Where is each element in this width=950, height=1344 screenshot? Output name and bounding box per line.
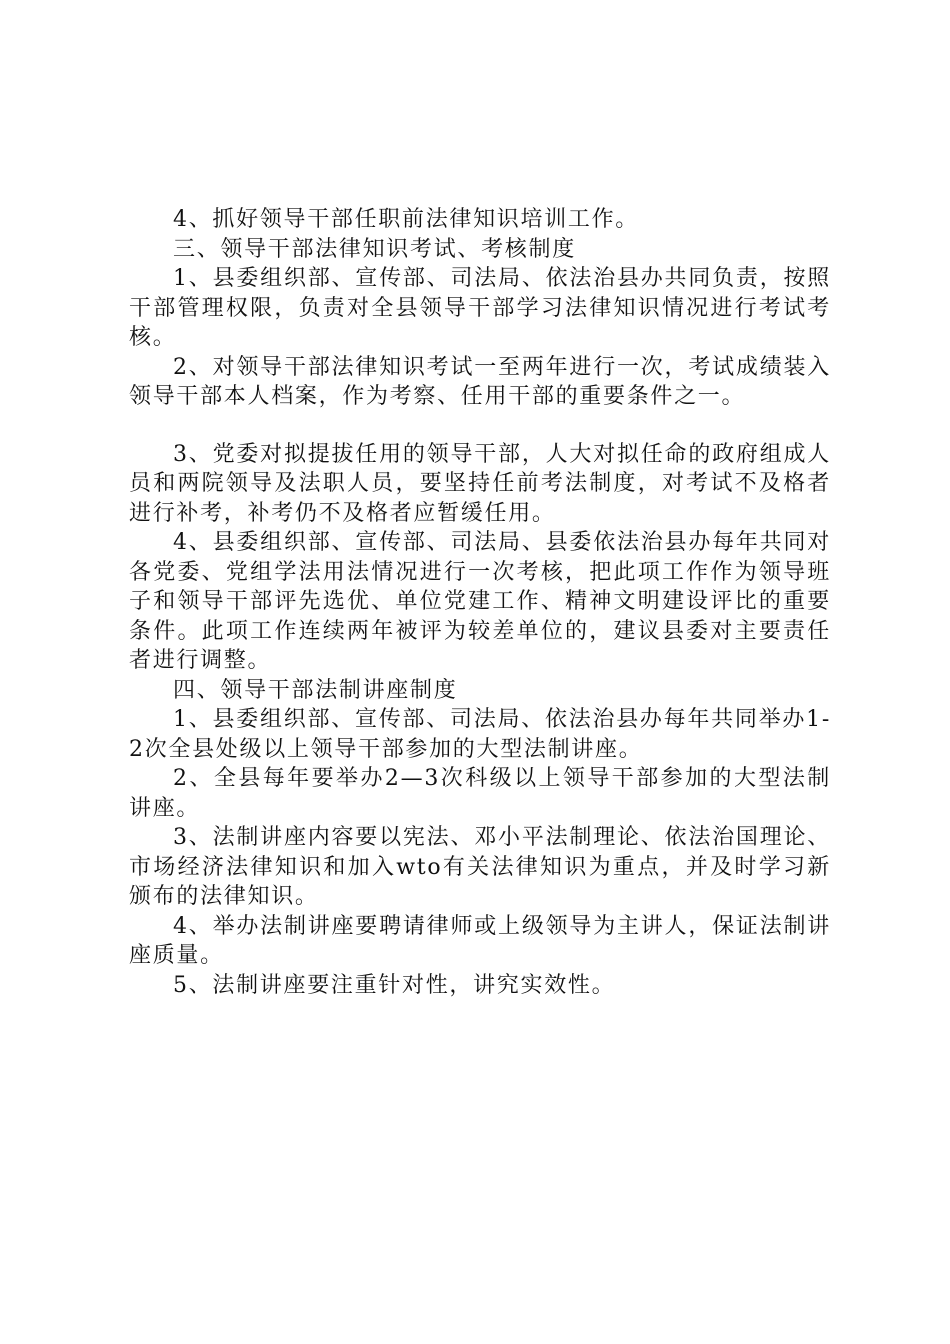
- paragraph-lecture-2: 2、全县每年要举办2—3次科级以上领导干部参加的大型法制讲座。: [129, 766, 831, 821]
- paragraph-lecture-1: 1、县委组织部、宣传部、司法局、依法治县办每年共同举办1-2次全县处级以上领导干部参加的大型法制讲座。: [129, 707, 831, 762]
- paragraph-exam-4: 4、县委组织部、宣传部、司法局、县委依法治县办每年共同对各党委、党组学法用法情况进行一次考核，把此项工作作为领导班子和领导干部评先选优、单位党建工作、精神文明建设评比的重要条件。此项工作连续两年被评为较差单位的，建议县委对主要责任者进行调整。: [129, 530, 831, 673]
- paragraph-exam-1: 1、县委组织部、宣传部、司法局、依法治县办共同负责，按照干部管理权限，负责对全县领导干部学习法律知识情况进行考试考核。: [129, 266, 831, 350]
- paragraph-lecture-4: 4、举办法制讲座要聘请律师或上级领导为主讲人，保证法制讲座质量。: [129, 913, 831, 968]
- paragraph-exam-3: 3、党委对拟提拔任用的领导干部，人大对拟任命的政府组成人员和两院领导及法职人员，要坚持任前考法制度，对考试不及格者进行补考，补考仍不及格者应暂缓任用。: [129, 441, 831, 526]
- paragraph-lecture-3: 3、法制讲座内容要以宪法、邓小平法制理论、依法治国理论、市场经济法律知识和加入wto有关法律知识为重点，并及时学习新颁布的法律知识。: [129, 825, 831, 909]
- paragraph-exam-2: 2、对领导干部法律知识考试一至两年进行一次，考试成绩装入领导干部本人档案，作为考察、任用干部的重要条件之一。: [129, 354, 831, 409]
- paragraph-lecture-5: 5、法制讲座要注重针对性，讲究实效性。: [173, 972, 616, 998]
- section-heading-lecture-system: 四、领导干部法制讲座制度: [173, 677, 458, 703]
- document-body: [129, 205, 831, 1000]
- section-heading-exam-system: 三、领导干部法律知识考试、考核制度: [173, 236, 576, 262]
- paragraph-training: 4、抓好领导干部任职前法律知识培训工作。: [173, 207, 639, 232]
